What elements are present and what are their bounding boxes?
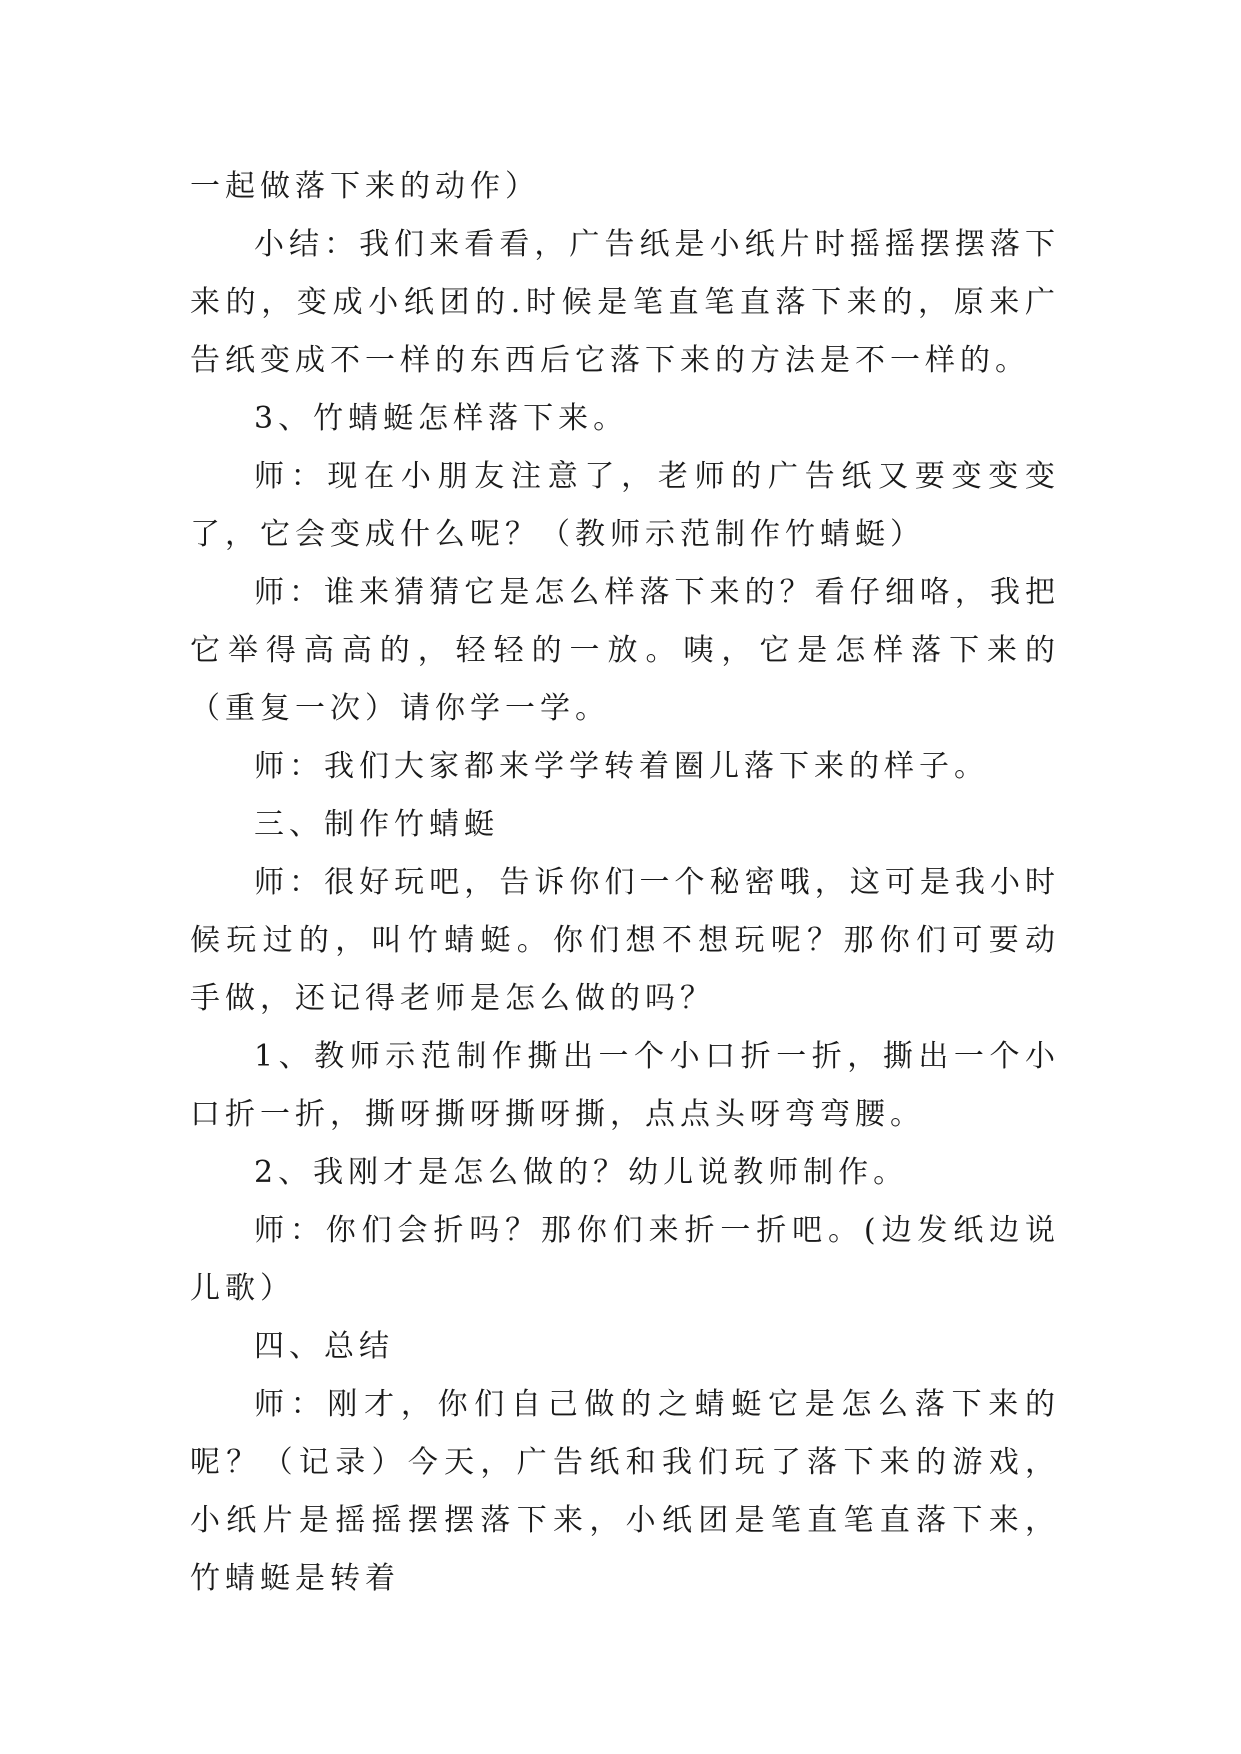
- paragraph-2: 小结：我们来看看，广告纸是小纸片时摇摇摆摆落下来的，变成小纸团的.时候是笔直笔直落下来的，原来广告纸变成不一样的东西后它落下来的方法是不一样的。: [190, 227, 1060, 378]
- paragraph-10: 2、我刚才是怎么做的？幼儿说教师制作。: [254, 1155, 909, 1190]
- paragraph-9: 1、教师示范制作撕出一个小口折一折，撕出一个小口折一折，撕呀撕呀撕呀撕，点点头呀弯弯腰。: [190, 1039, 1060, 1132]
- paragraph-4: 师：现在小朋友注意了，老师的广告纸又要变变变了，它会变成什么呢？（教师示范制作竹蜻蜓）: [190, 459, 1060, 552]
- section-heading-4: 四、总结: [254, 1329, 394, 1364]
- paragraph-6: 师：我们大家都来学学转着圈儿落下来的样子。: [254, 749, 989, 784]
- paragraph-5: 师：谁来猜猜它是怎么样落下来的？看仔细咯，我把它举得高高的，轻轻的一放。咦，它是怎样落下来的（重复一次）请你学一学。: [190, 575, 1060, 726]
- paragraph-8: 师：很好玩吧，告诉你们一个秘密哦，这可是我小时候玩过的，叫竹蜻蜓。你们想不想玩呢？那你们可要动手做，还记得老师是怎么做的吗？: [190, 865, 1060, 1016]
- paragraph-1: 一起做落下来的动作）: [190, 169, 540, 204]
- paragraph-13: 师：刚才，你们自己做的之蜻蜓它是怎么落下来的呢？（记录）今天，广告纸和我们玩了落下来的游戏，小纸片是摇摇摆摆落下来，小纸团是笔直笔直落下来，竹蜻蜓是转着: [190, 1387, 1060, 1596]
- paragraph-3: 3、竹蜻蜓怎样落下来。: [254, 401, 629, 436]
- document-body: [190, 158, 1060, 1608]
- section-heading-3: 三、制作竹蜻蜓: [254, 807, 499, 842]
- paragraph-11: 师：你们会折吗？那你们来折一折吧。(边发纸边说儿歌）: [190, 1213, 1060, 1306]
